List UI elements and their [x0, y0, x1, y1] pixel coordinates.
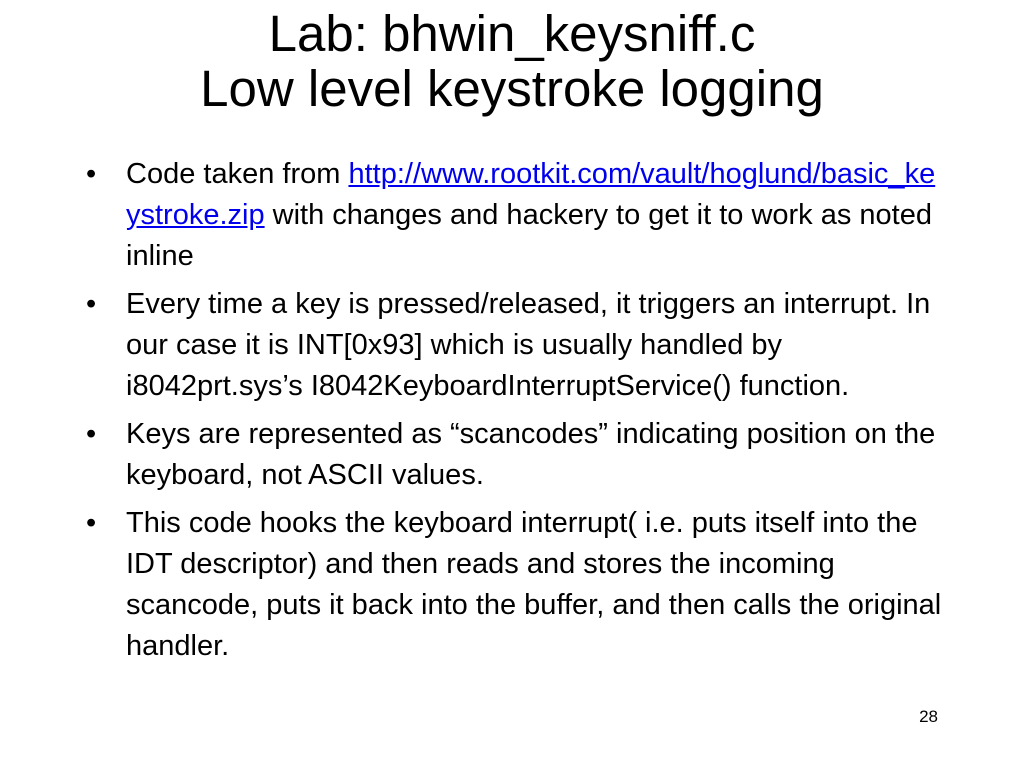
bullet-item-scancodes [78, 414, 948, 496]
page-number: 28 [919, 707, 938, 726]
bullet-text-prefix: Code taken from [126, 158, 349, 190]
slide-title [0, 6, 1024, 116]
bullet-text: This code hooks the keyboard interrupt( i.e. puts itself into the IDT descriptor) and then reads and stores the incoming scancode, puts it back into the buffer, and then calls the original handler. [126, 507, 942, 662]
bullet-item-interrupt [78, 284, 948, 407]
title-line-1: Lab: bhwin_keysniff.c [268, 5, 756, 62]
bullet-icon: • [86, 418, 97, 450]
bullet-list [78, 154, 948, 674]
bullet-text-suffix: with changes and hackery to get it to work as noted inline [126, 199, 932, 272]
bullet-icon: • [86, 507, 97, 539]
bullet-icon: • [86, 158, 97, 190]
bullet-text: Every time a key is pressed/released, it triggers an interrupt. In our case it is INT[0x93] which is usually handled by i8042prt.sys’s I8042KeyboardInterruptService() function. [126, 288, 931, 402]
title-line-2: Low level keystroke logging [200, 60, 824, 117]
bullet-item-hook [78, 503, 948, 667]
bullet-icon: • [86, 288, 97, 320]
source-link[interactable]: http://www.rootkit.com/vault/hoglund/basic_keystroke.zip [126, 158, 936, 231]
bullet-item-source [78, 154, 948, 277]
bullet-text: Keys are represented as “scancodes” indicating position on the keyboard, not ASCII values. [126, 418, 936, 491]
